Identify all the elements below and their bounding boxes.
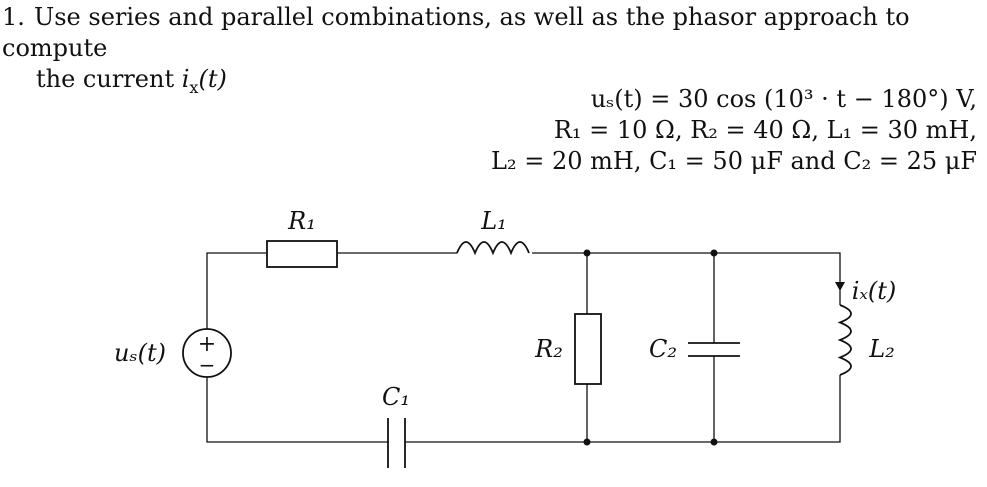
capacitor-c2 (688, 343, 740, 356)
given-line-3: L₂ = 20 mH, C₁ = 50 μF and C₂ = 25 μF (491, 147, 977, 175)
problem-text-1: Use series and parallel combinations, as well as the phasor approach to compute (2, 3, 910, 62)
given-line-2: R₁ = 10 Ω, R₂ = 40 Ω, L₁ = 30 mH, (553, 116, 977, 144)
problem-number: 1. (2, 3, 25, 31)
capacitor-c1 (388, 418, 405, 468)
current-subscript: x (189, 77, 199, 97)
resistor-r2 (575, 314, 601, 384)
label-c1: C₁ (382, 383, 410, 411)
wire-top-right (532, 253, 840, 305)
resistor-r1 (267, 241, 337, 267)
label-c2: C₂ (649, 335, 677, 363)
label-source: uₛ(t) (114, 339, 166, 367)
label-l2: L₂ (869, 335, 895, 363)
inductor-l2 (840, 305, 851, 375)
wire-top-left (207, 253, 267, 341)
current-argument: (t) (198, 65, 227, 93)
wire-bottom (207, 365, 840, 442)
label-l1: L₁ (481, 207, 507, 235)
label-r2: R₂ (535, 335, 563, 363)
current-symbol: i (181, 65, 190, 93)
label-r1: R₁ (288, 207, 316, 235)
current-arrow-icon (835, 282, 845, 291)
label-current: iₓ(t) (851, 277, 897, 305)
source-plus: + (197, 332, 217, 357)
inductor-l1 (457, 242, 529, 253)
problem-text-2: the current (36, 65, 175, 93)
given-line-1: uₛ(t) = 30 cos (10³ · t − 180°) V, (590, 85, 977, 113)
source-minus: − (198, 353, 216, 377)
